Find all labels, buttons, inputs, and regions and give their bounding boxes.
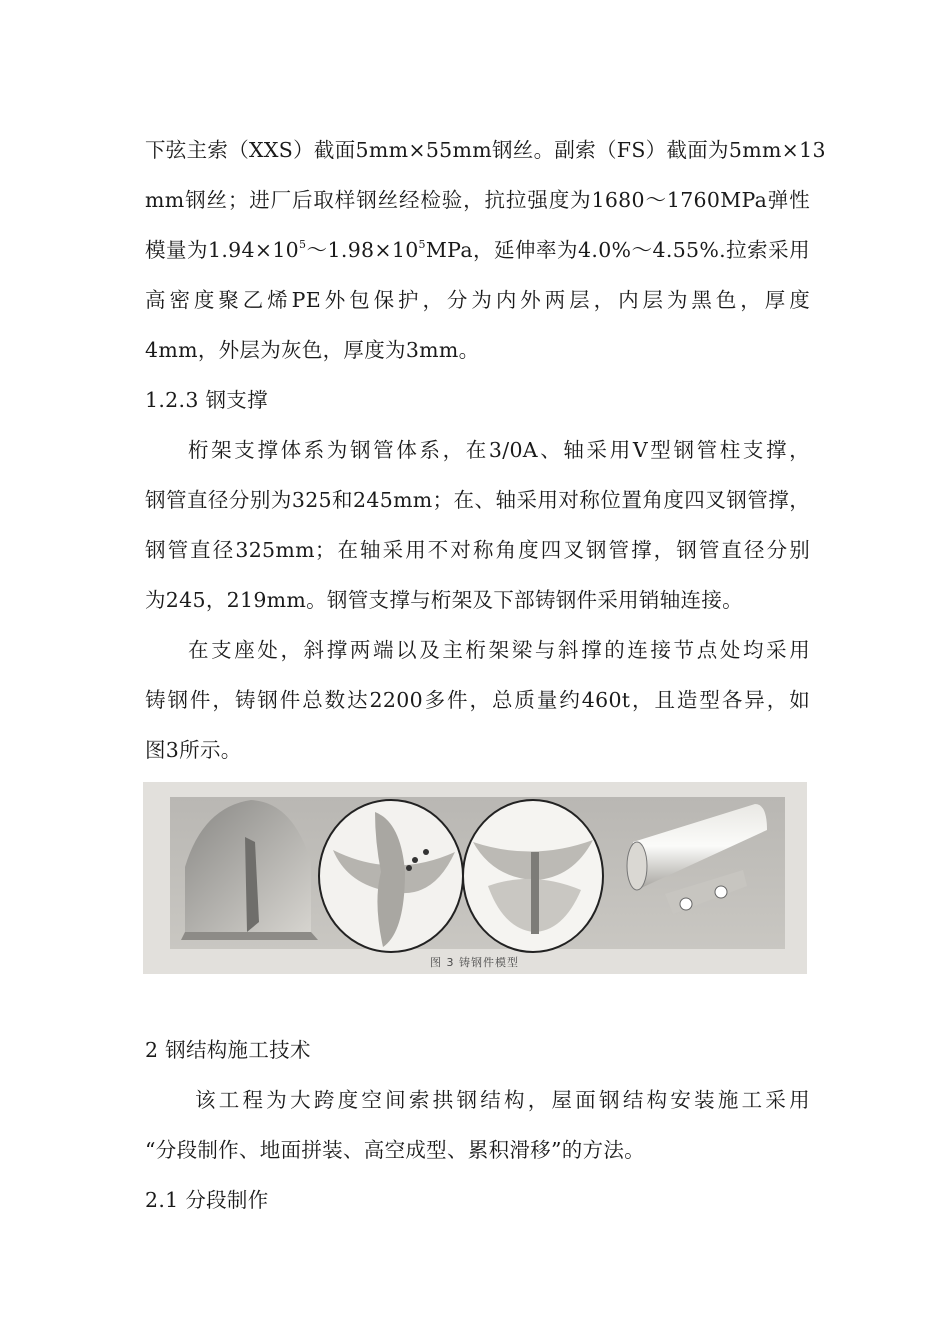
- text-run: 模量为1.94×10: [145, 238, 300, 262]
- text-line: 在支座处，斜撑两端以及主桁架梁与斜撑的连接节点处均采用: [188, 638, 810, 662]
- text-line: 4mm，外层为灰色，厚度为3mm。: [145, 338, 480, 362]
- chapter-heading: 2 钢结构施工技术: [145, 1038, 311, 1062]
- text-line: [145, 235, 810, 265]
- text-run: MPa，延伸率为4.0%～4.55%.拉索采用: [425, 238, 810, 262]
- text-line: “分段制作、地面拼装、高空成型、累积滑移”的方法。: [145, 1138, 645, 1162]
- arched-support-model: [181, 800, 318, 940]
- superscript: 5: [418, 238, 426, 251]
- text-line: 该工程为大跨度空间索拱钢结构，屋面钢结构安装施工采用: [195, 1088, 810, 1112]
- section-heading: 1.2.3 钢支撑: [145, 388, 268, 412]
- figure-caption: 图 3 铸钢件模型: [430, 956, 519, 969]
- text-line: mm钢丝；进厂后取样钢丝经检验，抗拉强度为1680～1760MPa弹性: [145, 188, 810, 212]
- text-line: 桁架支撑体系为钢管体系，在3/0A、轴采用V型钢管柱支撑，: [188, 438, 810, 462]
- text-line: 高密度聚乙烯PE外包保护，分为内外两层，内层为黑色，厚度: [145, 288, 810, 312]
- text-line: 铸钢件，铸钢件总数达2200多件，总质量约460t，且造型各异，如: [145, 688, 810, 712]
- figure-cast-steel-models: [143, 782, 807, 974]
- cast-steel-illustration: [143, 782, 807, 974]
- section-heading: 2.1 分段制作: [145, 1188, 269, 1212]
- spherical-node-model: [319, 800, 463, 952]
- text-run: ～1.98×10: [306, 238, 419, 262]
- text-line: 图3所示。: [145, 738, 242, 762]
- superscript: 5: [299, 238, 307, 251]
- text-line: 钢管直径分别为325和245mm；在、轴采用对称位置角度四叉钢管撑，: [145, 488, 810, 512]
- text-line: 为245，219mm。钢管支撑与桁架及下部铸钢件采用销轴连接。: [145, 588, 743, 612]
- bladed-node-model: [463, 800, 603, 952]
- pipe-lug-model: [627, 804, 767, 914]
- text-line: 下弦主索（XXS）截面5mm×55mm钢丝。副索（FS）截面为5mm×13: [145, 138, 826, 162]
- text-line: 钢管直径325mm；在轴采用不对称角度四叉钢管撑，钢管直径分别: [145, 538, 810, 562]
